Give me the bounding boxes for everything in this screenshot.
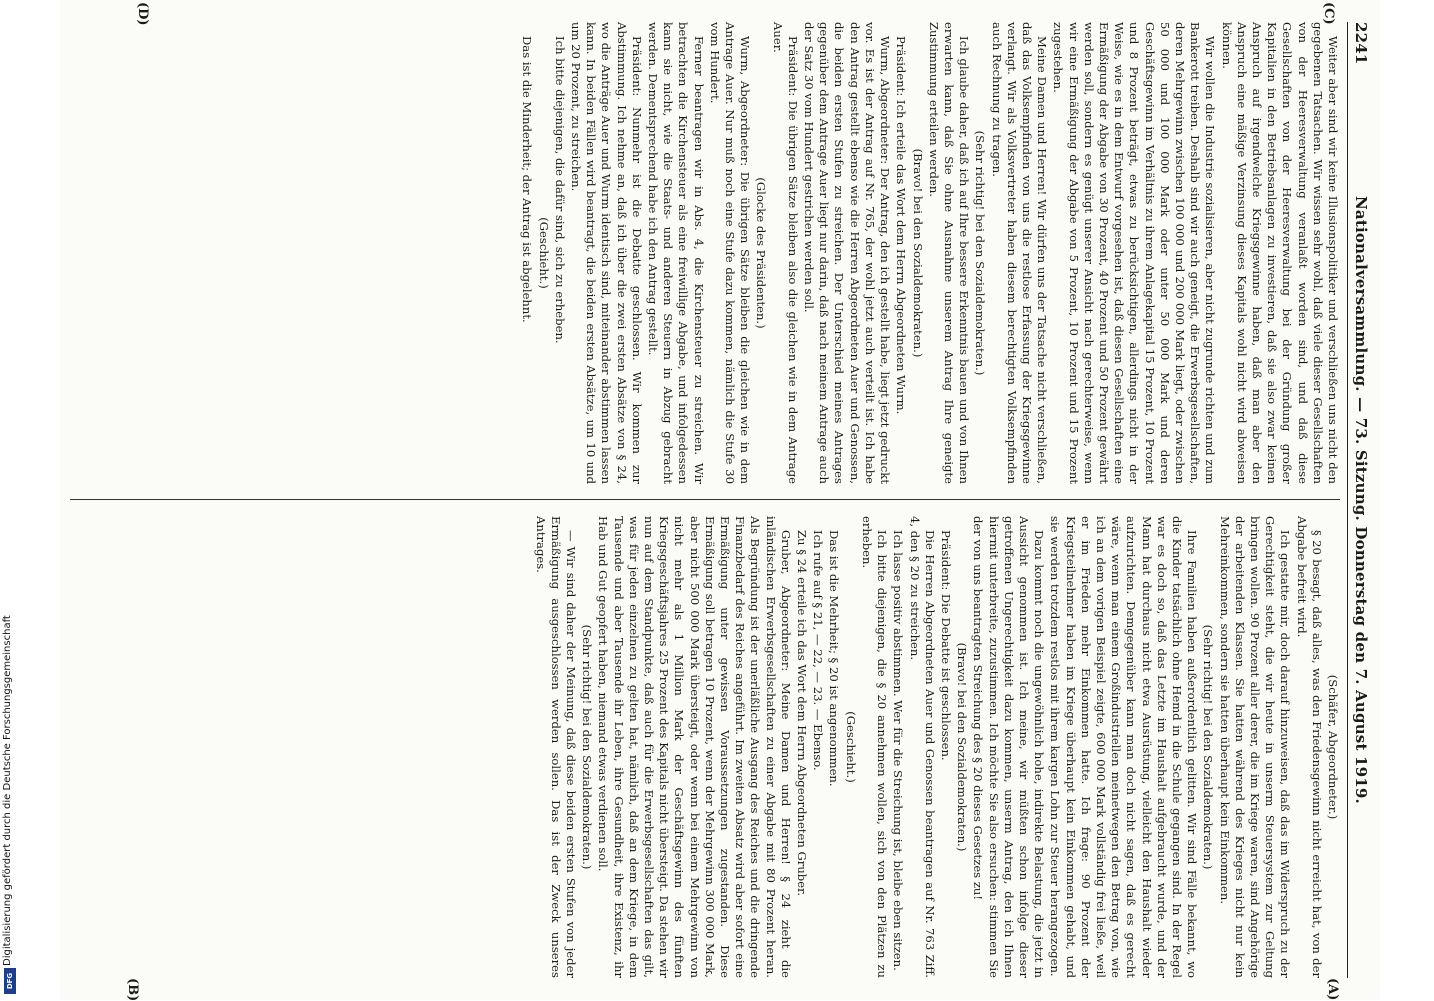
paragraph: Zu § 24 erteile ich das Wort dem Herrn Abgeordneten Gruber. xyxy=(795,530,810,897)
paragraph: Wurm, Abgeordneter: Die übrigen Sätze bleiben die gleichen wie in dem Antrage Auer. Nur muß noch eine Stufe dazu kommen, nämlich die Stufe 30 vom Hundert. xyxy=(707,22,753,484)
paragraph: Ferner beantragen wir in Abs. 4, die Kirchensteuer zu streichen. Wir betrachten die Kirchensteuer als eine freiwillige Abgabe, und infolgedessen kann sie nicht, wie die Staats- und anderen Steuern in Abzug gebracht werden. Dementsprechend habe ich den Antrag gestellt. xyxy=(646,22,706,484)
paragraph: (Bravo! bei den Sozialdemokraten.) xyxy=(910,148,925,358)
paragraph: Präsident: Die übrigen Sätze bleiben also die gleichen wie in dem Antrage Auer. xyxy=(770,22,800,484)
margin-marker-b: (B) xyxy=(125,978,140,1001)
paragraph: Weiter aber sind wir keine Illusionspolitiker und verschließen uns nicht den gegebenen Tatsachen. Wir wissen sehr wohl, daß viele dieser Gesellschaften von der Heeresverwaltung veranlaßt worden sind, und daß diese Gesellschaften von der Heeresverwaltung bei der Gründung großer Kapitalien in den Betriebsanlagen zu investieren, daß sie also zwar keinen Anspruch auf irgendwelche Kriegsgewinne haben, daß man aber den Anspruch eine mäßige Verzinsung dieses Kapitals wohl nicht wird abweisen können. xyxy=(1219,22,1340,484)
paragraph: Präsident: Die Debatte ist geschlossen. xyxy=(938,530,953,761)
margin-marker-a: (A) xyxy=(1325,978,1340,1001)
paragraph: Ich bitte diejenigen, die dafür sind, sich zu erheben. xyxy=(552,36,567,344)
scanned-page xyxy=(60,0,1380,1000)
paragraph: (Glocke des Präsidenten.) xyxy=(754,177,769,329)
paragraph: Die Herren Abgeordneten Auer und Genossen beantragen auf Nr. 763 Ziff. 4, den § 20 zu streichen. xyxy=(907,516,937,978)
paragraph: Wir wollen die Industrie sozialisieren, aber nicht zugrunde richten und zum Bankerott treiben. Deshalb sind wir auch geneigt, die Erwerbsgesellschaften, deren Mehrgewinn zwischen 100 000 und 200 000 Mark liegt, oder zwischen 50 000 und 100 000 Mark oder unter 50 000 Mark und deren Geschäftsgewinn im Verhältnis zu ihrem Anlagekapital 15 Prozent, 10 Prozent und 8 Prozent beträgt, etwas zu berücksichtigen, allerdings nicht in der Weise, wie es in dem Entwurf vorgesehen ist, daß diesen Gesellschaften eine Ermäßigung der Abgabe von 30 Prozent, 40 Prozent und 50 Prozent gewährt werden soll, sondern es genügt unserer Ansicht nach gerechterweise, wenn wir eine Ermäßigung der Abgabe von 5 Prozent, 10 Prozent und 15 Prozent zugestehen. xyxy=(1051,22,1218,484)
paragraph: Präsident: Ich erteile das Wort dem Herrn Abgeordneten Wurm. xyxy=(894,36,909,415)
paragraph: (Sehr richtig! bei den Sozialdemokraten.) xyxy=(580,624,595,870)
column-divider xyxy=(70,499,1340,500)
paragraph: (Geschieht.) xyxy=(536,217,551,289)
paragraph: Wurm, Abgeordneter: Der Antrag, den ich gestellt habe, liegt jetzt gedruckt vor. Es ist der Antrag auf Nr. 765, der wohl jetzt auch verteilt ist. Ich habe den Antrag gestellt ebenso wie die Herren Abgeordneten Auer und Genossen, die beiden ersten Stufen zu streichen. Der Unterschied meines Antrages gegenüber dem Antrage Auer liegt nur darin, daß nach meinem Antrage auch der Satz 30 vom Hundert gestrichen werden soll. xyxy=(802,22,893,484)
paragraph: Dazu kommt noch die ungewöhnlich hohe, indirekte Belastung, die jetzt in Aussicht genommen ist. Ich meine, wir müßten schon infolge dieser getroffenen Ungerechtigkeit dazu kommen, unserm Antrag, den ich Ihnen hiermit unterbreite, zuzustimmen. Ich möchte Sie also ersuchen: stimmen Sie der von uns beantragten Streichung des § 20 dieses Gesetzes zu! xyxy=(971,516,1047,978)
paragraph: Ich lasse positiv abstimmen. Wer für die Streichung ist, bleibe eben sitzen. xyxy=(891,530,906,971)
paragraph: Meine Damen und Herren! Wir dürfen uns der Tatsache nicht verschließen, daß das Volksempfinden von uns die restlose Erfassung der Kriegsgewinne verlangt. Wir als Volksvertreter haben diesem berechtigten Volksempfinden auch Rechnung zu tragen. xyxy=(989,22,1050,484)
paragraph: Das ist die Minderheit; der Antrag ist abgelehnt. xyxy=(520,36,535,323)
credit-text: Digitalisierung gefördert durch die Deutsche Forschungsgemeinschaft xyxy=(2,615,13,966)
paragraph: Präsident: Nunmehr ist die Debatte geschlossen. Wir kommen zur Abstimmung. Ich nehme an, daß ich über die zwei ersten Absätze von § 24, wo die Anträge Auer und Wurm identisch sind, miteinander abstimmen lassen kann. In beiden Fällen wird beantragt, die beiden ersten Absätze, um 10 und um 20 Prozent, zu streichen. xyxy=(569,22,644,484)
margin-marker-c: (C) xyxy=(1321,2,1336,25)
paragraph: Das ist die Mehrheit; § 20 ist angenommen. xyxy=(827,530,842,787)
page-header xyxy=(1347,22,1372,978)
paragraph: Ihre Familien haben außerordentlich gelitten. Wir sind Fälle bekannt, wo die Kinder tatsächlich ohne Hemd in die Schule gegangen sind. In der Regel war es doch so, daß das Letzte im Haushalt aufgebraucht wurde, und der Mann hat durchaus nicht etwa Ausrüstung, vielleicht den Haushalt wieder aufzurichten. Demgegenüber kann man doch nicht sagen, daß es gerecht wäre, wenn man einem Großindustriellen meinetwegen den Betrag von, wie ich an dem vorigen Beispiel zeigte, 600 000 Mark vollständig frei ließe, weil er im Frieden mehr Einkommen hatte. Ich frage: 90 Prozent der Kriegsteilnehmer haben im Kriege überhaupt kein Einkommen gehabt, und sie werden trotzdem restlos mit ihrem kargen Lohn zur Steuer herangezogen. xyxy=(1048,516,1200,978)
paragraph: Ich rufe auf § 21, — 22, — 23. — Ebenso. xyxy=(811,530,826,771)
paragraph: Ich gestatte mir, doch darauf hinzuweisen, daß das im Widerspruch zu der Gerechtigkeit steht, die wir heute in unserm Steuersystem zur Geltung bringen wollen. 90 Prozent aller derer, die im Kriege waren, sind Angehörige der arbeitenden Klassen. Sie hatten während des Krieges nicht nur kein Mehreinkommen, sondern sie hatten überhaupt kein Einkommen. xyxy=(1217,516,1293,978)
dfg-logo: DFG xyxy=(4,968,16,994)
paragraph: (Sehr richtig! bei den Sozialdemokraten.) xyxy=(1201,624,1216,870)
digitization-credit xyxy=(2,0,16,1000)
paragraph: Ich bitte diejenigen, die § 20 annehmen wollen, sich von den Plätzen zu erheben. xyxy=(859,516,890,978)
paragraph: § 20 besagt, daß alles, was den Friedensgewinn nicht erreicht hat, von der Abgabe befreit wird. xyxy=(1294,516,1324,978)
text-column-right xyxy=(70,516,1340,978)
paragraph: — Wir sind daher der Meinung, daß diese beiden ersten Stufen von jeder Ermäßigung ausgeschlossen werden sollen. Das ist der Zweck unseres Antrages. xyxy=(533,516,579,978)
paragraph: (Geschieht.) xyxy=(843,711,858,783)
paragraph: (Sehr richtig! bei den Sozialdemokraten.) xyxy=(973,130,988,376)
text-column-left xyxy=(70,22,1340,484)
paragraph: (Bravo! bei den Sozialdemokraten.) xyxy=(955,642,970,852)
margin-marker-d: (D) xyxy=(135,2,150,26)
paragraph: (Schäfer, Abgeordneter.) xyxy=(1326,674,1340,820)
page-number: 2241 xyxy=(1352,22,1370,65)
paragraph: Ich glaube daher, daß ich auf Ihre bessere Erkenntnis bauen und von Ihnen erwarten kann, daß Sie ohne Ausnahme unserem Antrag Ihre geneigte Zustimmung erteilen werden. xyxy=(926,22,972,484)
paragraph: Gruber, Abgeordneter: Meine Damen und Herren! § 24 zieht die inländischen Erwerbsgesellschaften zu einer Abgabe mit 80 Prozent heran. Als Begründung ist der unerläßliche Ausgang des Reiches und die dringende Finanzbedarf des Reiches angeführt. Im zweiten Absatz wird aber sofort eine Ermäßigung unter gewissen Voraussetzungen zugestanden. Diese Ermäßigung soll betragen 10 Prozent, wenn der Mehrgewinn 300 000 Mark, aber nicht 500 000 Mark übersteigt, oder wenn bei einem Mehrgewinn von nicht mehr als 1 Million Mark der Geschäftsgewinn des fünften Kriegsgeschäftsjahres 25 Prozent des Kapitals nicht übersteigt. Da stehen wir nun auf dem Standpunkte, daß auch für die Erwerbsgesellschaften das gilt, was für jeden einzelnen zu gelten hat, nämlich, daß an dem Kriege, in dem Tausende und aber Tausende ihr Leben, ihre Gesundheit, ihre Existenz, ihr Hab und Gut geopfert haben, niemand etwas verdienen soll. xyxy=(596,516,793,978)
session-title: Nationalversammlung. — 73. Sitzung. Donnerstag den 7. August 1919. xyxy=(1352,196,1370,804)
